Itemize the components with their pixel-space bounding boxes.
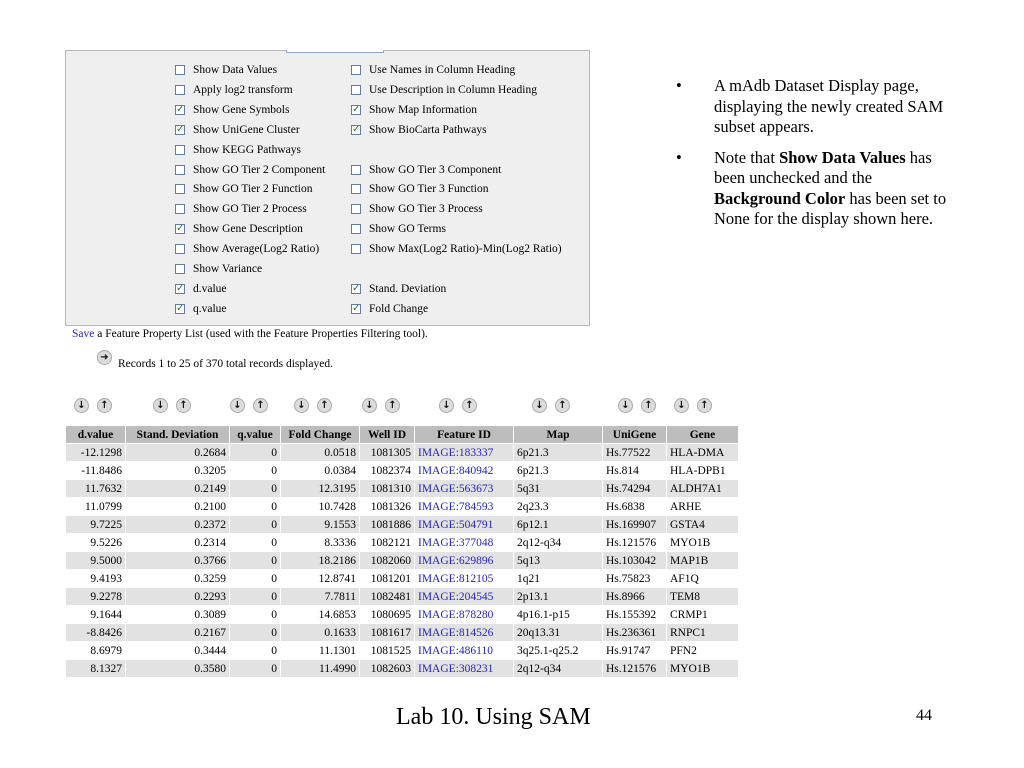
option-checkbox[interactable]: [175, 85, 185, 95]
feature-id-link[interactable]: IMAGE:377048: [415, 534, 513, 551]
option-left-9[interactable]: [175, 242, 319, 256]
option-left-2[interactable]: [175, 103, 289, 117]
table-cell: 1080695: [360, 606, 414, 623]
option-checkbox[interactable]: [175, 204, 185, 214]
sort-pair: [230, 398, 268, 413]
table-cell: 0: [230, 516, 280, 533]
option-label: Apply log2 transform: [193, 83, 293, 96]
table-row: [66, 552, 738, 569]
table-cell: 0.2293: [126, 588, 229, 605]
option-checkbox[interactable]: [351, 125, 361, 135]
option-label: d.value: [193, 282, 227, 295]
bullet-item: [672, 76, 947, 138]
table-cell: 2q23.3: [514, 498, 602, 515]
table-cell: Hs.103042: [603, 552, 666, 569]
table-cell: ARHE: [667, 498, 738, 515]
option-checkbox[interactable]: [175, 65, 185, 75]
table-row: [66, 624, 738, 641]
table-row: [66, 498, 738, 515]
sort-descending-icon[interactable]: ↓: [153, 398, 168, 413]
feature-id-link[interactable]: IMAGE:204545: [415, 588, 513, 605]
table-cell: Hs.169907: [603, 516, 666, 533]
column-header[interactable]: Fold Change: [281, 426, 359, 443]
table-cell: 2q12-q34: [514, 660, 602, 677]
bullet-marker: •: [676, 76, 682, 95]
column-header[interactable]: UniGene: [603, 426, 666, 443]
table-cell: 2p13.1: [514, 588, 602, 605]
bullet-marker: •: [676, 147, 682, 167]
option-checkbox[interactable]: [351, 304, 361, 314]
table-cell: -8.8426: [66, 624, 125, 641]
table-cell: 9.7225: [66, 516, 125, 533]
table-cell: 1082121: [360, 534, 414, 551]
table-row: [66, 660, 738, 677]
table-cell: 1081305: [360, 444, 414, 461]
feature-id-link[interactable]: IMAGE:183337: [415, 444, 513, 461]
option-label: Show Data Values: [193, 64, 278, 76]
sort-pair: [439, 398, 477, 413]
option-right-2[interactable]: [351, 103, 477, 117]
option-label: Use Names in Column Heading: [369, 64, 516, 76]
table-cell: Hs.121576: [603, 534, 666, 551]
sort-controls-row: [65, 398, 730, 418]
table-cell: 0.2372: [126, 516, 229, 533]
page-number: 44: [916, 707, 932, 724]
option-label: Show KEGG Pathways: [193, 143, 301, 156]
option-label: Show GO Tier 2 Function: [193, 183, 313, 196]
table-cell: 0.3089: [126, 606, 229, 623]
table-cell: 1q21: [514, 570, 602, 587]
table-cell: 6p12.1: [514, 516, 602, 533]
table-cell: Hs.6838: [603, 498, 666, 515]
option-right-1[interactable]: [351, 83, 537, 97]
table-cell: Hs.74294: [603, 480, 666, 497]
option-checkbox[interactable]: [175, 125, 185, 135]
table-cell: 0: [230, 462, 280, 479]
option-checkbox[interactable]: [175, 184, 185, 194]
table-cell: 3q25.1-q25.2: [514, 642, 602, 659]
option-left-0[interactable]: [175, 63, 277, 77]
table-cell: 0.2167: [126, 624, 229, 641]
table-cell: 14.6853: [281, 606, 359, 623]
table-cell: 0: [230, 660, 280, 677]
table-cell: Hs.75823: [603, 570, 666, 587]
option-checkbox[interactable]: [175, 145, 185, 155]
option-right-7[interactable]: [351, 202, 483, 216]
bullet-item: [672, 148, 947, 230]
table-cell: 0.2684: [126, 444, 229, 461]
option-checkbox[interactable]: [351, 65, 361, 75]
table-cell: 0: [230, 570, 280, 587]
option-label: Show Gene Symbols: [193, 103, 290, 116]
sort-pair: [618, 398, 656, 413]
option-right-9[interactable]: [351, 242, 562, 256]
records-text: Records 1 to 25 of 370 total records displayed.: [118, 357, 333, 370]
table-cell: 18.2186: [281, 552, 359, 569]
table-cell: CRMP1: [667, 606, 738, 623]
sort-ascending-icon[interactable]: ↑: [697, 398, 712, 413]
option-left-12[interactable]: [175, 302, 227, 316]
option-right-12[interactable]: [351, 302, 428, 316]
table-cell: MYO1B: [667, 660, 738, 677]
table-row: [66, 516, 738, 533]
bullet-text: Note that: [714, 147, 780, 167]
table-cell: 0.3580: [126, 660, 229, 677]
table-cell: 9.4193: [66, 570, 125, 587]
option-label: Fold Change: [369, 302, 429, 315]
table-cell: 7.7811: [281, 588, 359, 605]
table-cell: 1081326: [360, 498, 414, 515]
bullet-text: has been unchecked and the: [714, 147, 932, 187]
table-cell: -11.8486: [66, 462, 125, 479]
table-cell: 0.0518: [281, 444, 359, 461]
option-checkbox[interactable]: [351, 165, 361, 175]
table-cell: 6p21.3: [514, 444, 602, 461]
option-right-11[interactable]: [351, 282, 446, 296]
feature-id-link[interactable]: IMAGE:308231: [415, 660, 513, 677]
option-label: Show GO Tier 2 Component: [193, 163, 326, 176]
save-link[interactable]: Save: [72, 328, 95, 340]
feature-id-link[interactable]: IMAGE:812105: [415, 570, 513, 587]
table-cell: 0: [230, 552, 280, 569]
bullet-text: A mAdb Dataset Display page, displaying the newly created SAM subset appears.: [714, 76, 944, 136]
option-checkbox[interactable]: [175, 304, 185, 314]
sort-pair: [153, 398, 191, 413]
table-cell: HLA-DMA: [667, 444, 738, 461]
column-header[interactable]: Map: [514, 426, 602, 443]
option-checkbox[interactable]: [351, 184, 361, 194]
table-cell: 0: [230, 642, 280, 659]
option-left-8[interactable]: [175, 222, 303, 236]
table-cell: 12.3195: [281, 480, 359, 497]
table-cell: HLA-DPB1: [667, 462, 738, 479]
column-header[interactable]: Gene: [667, 426, 738, 443]
sort-ascending-icon[interactable]: ↑: [253, 398, 268, 413]
option-label: Show GO Tier 2 Process: [193, 203, 307, 216]
sort-ascending-icon[interactable]: ↑: [462, 398, 477, 413]
option-label: Show GO Tier 3 Function: [369, 183, 489, 196]
table-cell: 8.1327: [66, 660, 125, 677]
option-label: Show Variance: [193, 263, 263, 275]
sort-descending-icon[interactable]: ↓: [362, 398, 377, 413]
option-checkbox[interactable]: [175, 264, 185, 274]
feature-id-link[interactable]: IMAGE:486110: [415, 642, 513, 659]
table-cell: 8.6979: [66, 642, 125, 659]
sort-ascending-icon[interactable]: ↑: [176, 398, 191, 413]
option-right-5[interactable]: [351, 163, 501, 177]
sort-ascending-icon[interactable]: ↑: [555, 398, 570, 413]
table-cell: Hs.236361: [603, 624, 666, 641]
table-cell: 0: [230, 624, 280, 641]
table-cell: AF1Q: [667, 570, 738, 587]
feature-id-link[interactable]: IMAGE:784593: [415, 498, 513, 515]
table-cell: 0: [230, 480, 280, 497]
table-cell: -12.1298: [66, 444, 125, 461]
option-checkbox[interactable]: [351, 224, 361, 234]
sort-ascending-icon[interactable]: ↑: [641, 398, 656, 413]
table-cell: 0.3259: [126, 570, 229, 587]
table-cell: PFN2: [667, 642, 738, 659]
save-description: a Feature Property List (used with the Feature Properties Filtering tool).: [94, 328, 428, 340]
table-cell: 1082060: [360, 552, 414, 569]
table-cell: 0.0384: [281, 462, 359, 479]
option-label: Show Gene Description: [193, 223, 303, 236]
feature-id-link[interactable]: IMAGE:504791: [415, 516, 513, 533]
option-checkbox[interactable]: [175, 224, 185, 234]
sort-ascending-icon[interactable]: ↑: [97, 398, 112, 413]
table-row: [66, 588, 738, 605]
sort-descending-icon[interactable]: ↓: [294, 398, 309, 413]
table-row: [66, 534, 738, 551]
table-cell: 1081886: [360, 516, 414, 533]
option-label: Show Max(Log2 Ratio)-Min(Log2 Ratio): [369, 243, 562, 256]
table-cell: 0.3766: [126, 552, 229, 569]
table-cell: Hs.91747: [603, 642, 666, 659]
option-right-0[interactable]: [351, 63, 515, 77]
table-row: [66, 606, 738, 623]
option-label: Show UniGene Cluster: [193, 123, 300, 136]
option-left-1[interactable]: [175, 83, 293, 97]
sort-pair: [674, 398, 712, 413]
option-checkbox[interactable]: [175, 165, 185, 175]
option-label: Show GO Tier 3 Process: [369, 203, 483, 216]
option-checkbox[interactable]: [175, 244, 185, 254]
bullet-emphasis: Background Color: [714, 188, 846, 208]
table-cell: 9.2278: [66, 588, 125, 605]
option-checkbox[interactable]: [351, 284, 361, 294]
table-cell: 1082603: [360, 660, 414, 677]
option-checkbox[interactable]: [175, 284, 185, 294]
feature-id-link[interactable]: IMAGE:840942: [415, 462, 513, 479]
slide-bullets: [672, 76, 947, 240]
table-cell: RNPC1: [667, 624, 738, 641]
bullet-emphasis: Show Data Values: [779, 147, 906, 167]
table-cell: 1082481: [360, 588, 414, 605]
option-left-4[interactable]: [175, 143, 301, 157]
table-cell: 1081201: [360, 570, 414, 587]
table-cell: 4p16.1-p15: [514, 606, 602, 623]
table-cell: 11.0799: [66, 498, 125, 515]
table-row: [66, 480, 738, 497]
option-left-11[interactable]: [175, 282, 227, 296]
option-label: Show GO Tier 3 Component: [369, 163, 502, 176]
table-header-row: [66, 426, 738, 443]
column-header[interactable]: Well ID: [360, 426, 414, 443]
table-cell: 0.2149: [126, 480, 229, 497]
sort-pair: [294, 398, 332, 413]
column-header[interactable]: q.value: [230, 426, 280, 443]
option-label: Stand. Deviation: [369, 282, 447, 295]
slide-title: Lab 10. Using SAM: [396, 704, 591, 730]
table-cell: Hs.814: [603, 462, 666, 479]
feature-id-link[interactable]: IMAGE:563673: [415, 480, 513, 497]
records-table: [65, 425, 739, 678]
option-right-8[interactable]: [351, 222, 446, 236]
table-cell: 0: [230, 498, 280, 515]
table-cell: 0: [230, 606, 280, 623]
table-row: [66, 462, 738, 479]
table-cell: 8.3336: [281, 534, 359, 551]
table-cell: 0.2314: [126, 534, 229, 551]
table-cell: 1081525: [360, 642, 414, 659]
panel-tab-edge: [286, 50, 384, 53]
option-label: Show Average(Log2 Ratio): [193, 243, 320, 256]
table-row: [66, 570, 738, 587]
table-cell: 9.5226: [66, 534, 125, 551]
table-cell: ALDH7A1: [667, 480, 738, 497]
sort-descending-icon[interactable]: ↓: [74, 398, 89, 413]
option-label: Show Map Information: [369, 103, 477, 116]
feature-id-link[interactable]: IMAGE:878280: [415, 606, 513, 623]
option-checkbox[interactable]: [351, 204, 361, 214]
option-left-6[interactable]: [175, 182, 313, 196]
table-cell: 1081310: [360, 480, 414, 497]
table-cell: Hs.8966: [603, 588, 666, 605]
feature-id-link[interactable]: IMAGE:814526: [415, 624, 513, 641]
table-cell: 12.8741: [281, 570, 359, 587]
option-left-3[interactable]: [175, 123, 300, 137]
option-right-6[interactable]: [351, 182, 489, 196]
option-left-7[interactable]: [175, 202, 307, 216]
option-label: Show BioCarta Pathways: [369, 123, 487, 136]
table-cell: Hs.121576: [603, 660, 666, 677]
table-cell: 11.4990: [281, 660, 359, 677]
table-cell: 5q13: [514, 552, 602, 569]
sort-pair: [362, 398, 400, 413]
table-cell: 9.5000: [66, 552, 125, 569]
table-cell: 11.1301: [281, 642, 359, 659]
sort-pair: [532, 398, 570, 413]
table-cell: TEM8: [667, 588, 738, 605]
table-cell: 9.1644: [66, 606, 125, 623]
sort-ascending-icon[interactable]: ↑: [385, 398, 400, 413]
column-header[interactable]: Feature ID: [415, 426, 513, 443]
option-left-10[interactable]: [175, 262, 262, 276]
column-header[interactable]: Stand. Deviation: [126, 426, 229, 443]
records-status: [97, 352, 333, 371]
table-cell: Hs.155392: [603, 606, 666, 623]
option-label: Use Description in Column Heading: [369, 83, 538, 96]
sort-descending-icon[interactable]: ↓: [439, 398, 454, 413]
arrow-right-icon[interactable]: ➜: [97, 350, 112, 365]
bullet-text: has been set to None for the display shown here.: [714, 188, 947, 228]
table-cell: 20q13.31: [514, 624, 602, 641]
table-cell: 0.1633: [281, 624, 359, 641]
column-header[interactable]: d.value: [66, 426, 125, 443]
table-cell: GSTA4: [667, 516, 738, 533]
option-left-5[interactable]: [175, 163, 325, 177]
table-cell: 5q31: [514, 480, 602, 497]
feature-id-link[interactable]: IMAGE:629896: [415, 552, 513, 569]
table-cell: 0: [230, 588, 280, 605]
option-checkbox[interactable]: [351, 85, 361, 95]
table-row: [66, 444, 738, 461]
table-cell: 0.3205: [126, 462, 229, 479]
option-right-3[interactable]: [351, 123, 487, 137]
sort-pair: [74, 398, 112, 413]
table-cell: 0: [230, 534, 280, 551]
option-checkbox[interactable]: [351, 105, 361, 115]
table-cell: 0.2100: [126, 498, 229, 515]
table-cell: 11.7632: [66, 480, 125, 497]
sort-ascending-icon[interactable]: ↑: [317, 398, 332, 413]
table-cell: 9.1553: [281, 516, 359, 533]
option-label: Show GO Terms: [369, 223, 446, 236]
save-line: [72, 328, 428, 340]
option-checkbox[interactable]: [175, 105, 185, 115]
table-cell: 6p21.3: [514, 462, 602, 479]
table-cell: 0.3444: [126, 642, 229, 659]
table-cell: Hs.77522: [603, 444, 666, 461]
table-cell: MYO1B: [667, 534, 738, 551]
option-label: q.value: [193, 302, 227, 315]
table-cell: 1082374: [360, 462, 414, 479]
table-cell: 0: [230, 444, 280, 461]
table-cell: MAP1B: [667, 552, 738, 569]
table-cell: 10.7428: [281, 498, 359, 515]
option-checkbox[interactable]: [351, 244, 361, 254]
table-cell: 1081617: [360, 624, 414, 641]
sort-descending-icon[interactable]: ↓: [230, 398, 245, 413]
sort-descending-icon[interactable]: ↓: [618, 398, 633, 413]
table-cell: 2q12-q34: [514, 534, 602, 551]
table-row: [66, 642, 738, 659]
sort-descending-icon[interactable]: ↓: [532, 398, 547, 413]
sort-descending-icon[interactable]: ↓: [674, 398, 689, 413]
